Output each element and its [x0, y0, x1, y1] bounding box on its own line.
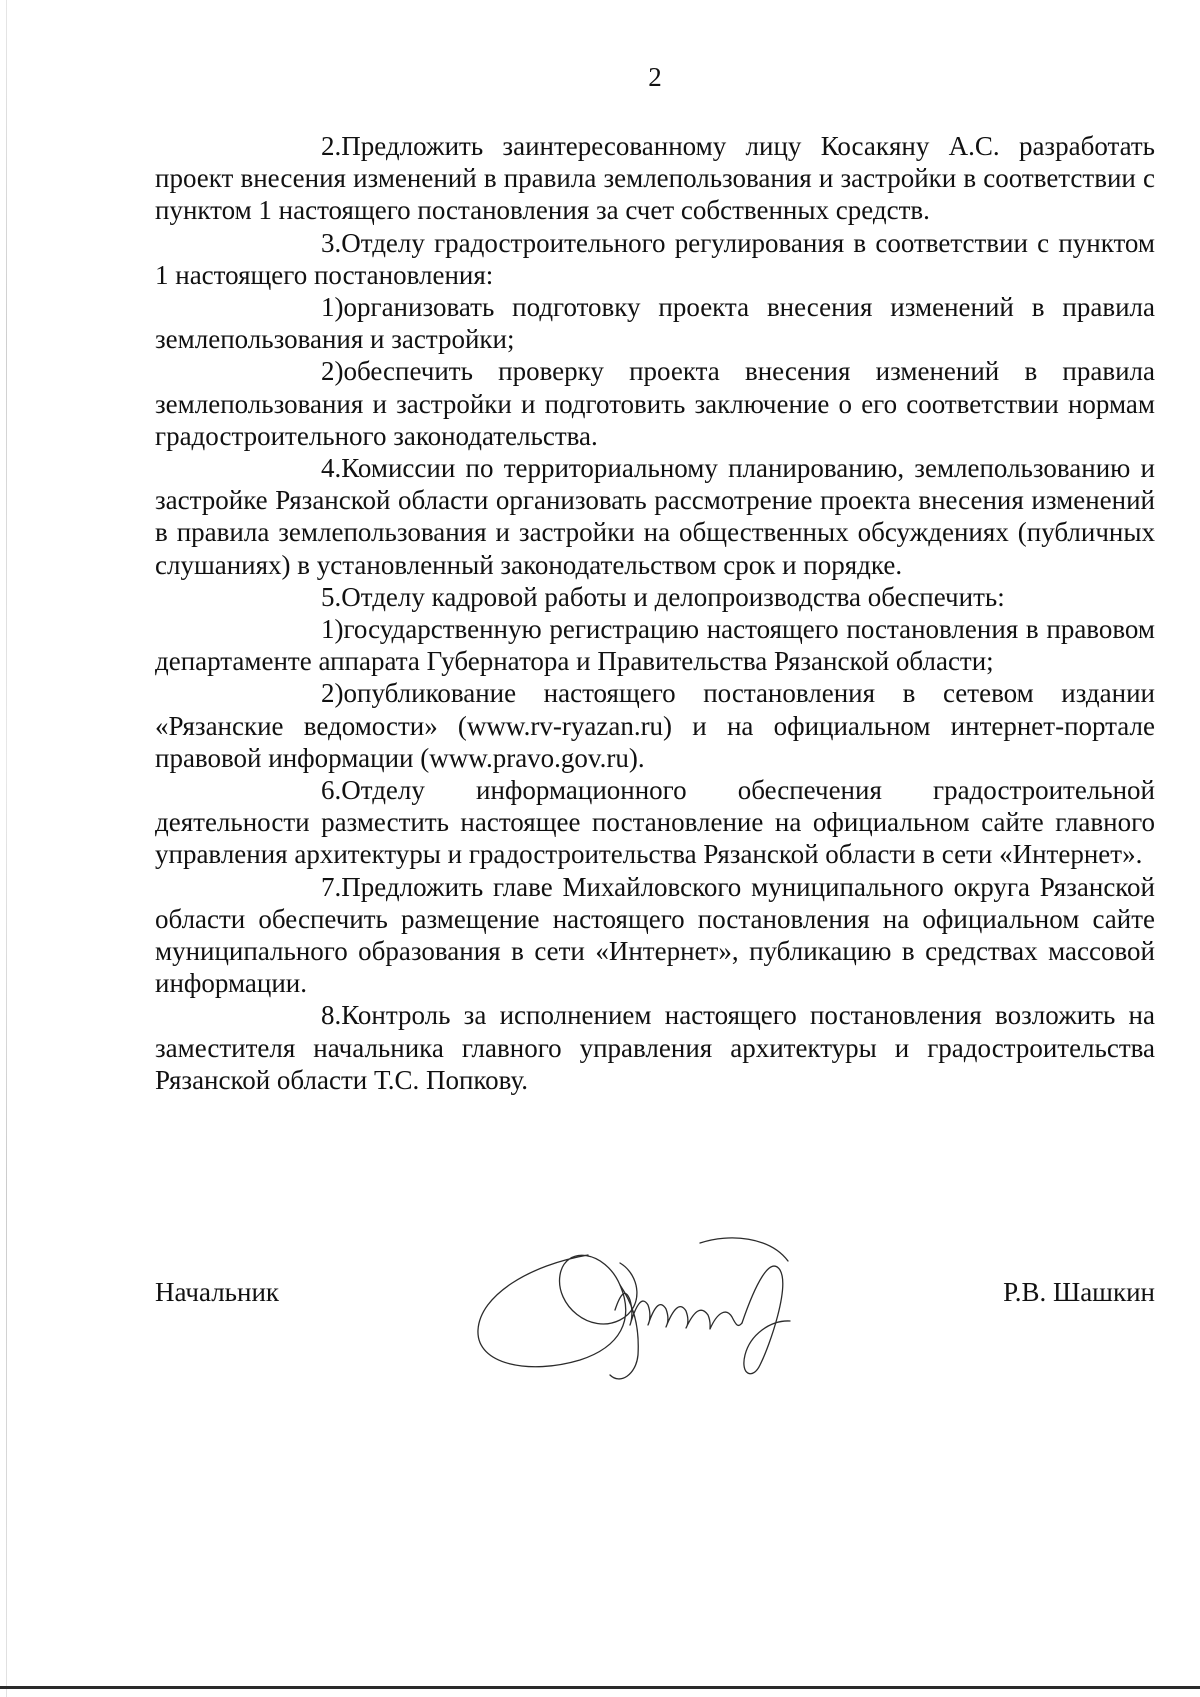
paragraph-item-3: [155, 227, 1155, 291]
scan-edge-bottom: [0, 1686, 1200, 1689]
item-text: Контроль за исполнением настоящего постановления возложить на заместителя начальника главного управления архитектуры и градостроительства Рязанской области Т.С. Попкову.: [155, 1000, 1155, 1095]
item-number: 5.: [321, 581, 342, 612]
item-text: Отделу градостроительного регулирования в соответствии с пунктом 1 настоящего постановления:: [155, 227, 1155, 290]
paragraph-subitem-3-1: [155, 291, 1155, 355]
handwritten-signature: [470, 1225, 870, 1385]
item-number: 7.: [321, 871, 342, 902]
item-text: обеспечить проверку проекта внесения изменений в правила землепользования и застройки и подготовить заключение о его соответствии нормам градостроительного законодательства.: [155, 356, 1155, 451]
item-text: Предложить заинтересованному лицу Косакяну А.С. разработать проект внесения изменений в правила землепользования и застройки в соответствии с пунктом 1 настоящего постановления за счет собственных средств.: [155, 131, 1155, 226]
item-number: 6.: [321, 775, 342, 806]
item-text: государственную регистрацию настоящего постановления в правовом департаменте аппарата Губернатора и Правительства Рязанской области;: [155, 614, 1155, 677]
item-text: опубликование настоящего постановления в сетевом издании «Рязанские ведомости» (www.rv-ryazan.ru) и на официальном интернет-портале правовой информации (www.pravo.gov.ru).: [155, 678, 1155, 773]
paragraph-item-7: [155, 871, 1155, 1000]
item-number: 1): [321, 614, 344, 645]
item-number: 2): [321, 678, 344, 709]
signatory-position: Начальник: [155, 1277, 280, 1307]
scan-edge-left: [6, 0, 7, 1697]
item-text: Отделу кадровой работы и делопроизводства обеспечить:: [341, 581, 1005, 612]
paragraph-item-5: [155, 581, 1155, 613]
paragraph-subitem-5-2: [155, 677, 1155, 774]
document-body: [155, 130, 1155, 1096]
paragraph-subitem-3-2: [155, 355, 1155, 452]
paragraph-item-8: [155, 999, 1155, 1096]
item-number: 8.: [321, 1000, 342, 1031]
paragraph-subitem-5-1: [155, 613, 1155, 677]
paragraph-item-2: [155, 130, 1155, 227]
item-text: Комиссии по территориальному планированию, землепользованию и застройке Рязанской области организовать рассмотрение проекта внесения изменений в правила землепользования и застройки на общественных обсуждениях (публичных слушаниях) в установленный законодательством срок и порядке.: [155, 453, 1155, 580]
item-text: Предложить главе Михайловского муниципального округа Рязанской области обеспечить размещение настоящего постановления на официальном сайте муниципального образования в сети «Интернет», публикацию в средствах массовой информации.: [155, 871, 1155, 999]
paragraph-item-4: [155, 452, 1155, 581]
item-number: 1): [321, 292, 344, 323]
item-number: 3.: [321, 227, 342, 258]
item-number: 2): [321, 356, 344, 387]
paragraph-item-6: [155, 774, 1155, 871]
item-text: организовать подготовку проекта внесения изменений в правила землепользования и застройки;: [155, 292, 1155, 355]
signatory-name: Р.В. Шашкин: [1003, 1277, 1155, 1307]
item-number: 4.: [321, 453, 342, 484]
item-number: 2.: [321, 131, 342, 161]
page-number: 2: [648, 62, 662, 92]
item-text: Отделу информационного обеспечения градостроительной деятельности разместить настоящее постановление на официальном сайте главного управления архитектуры и градостроительства Рязанской области в сети «Интернет».: [155, 775, 1155, 870]
